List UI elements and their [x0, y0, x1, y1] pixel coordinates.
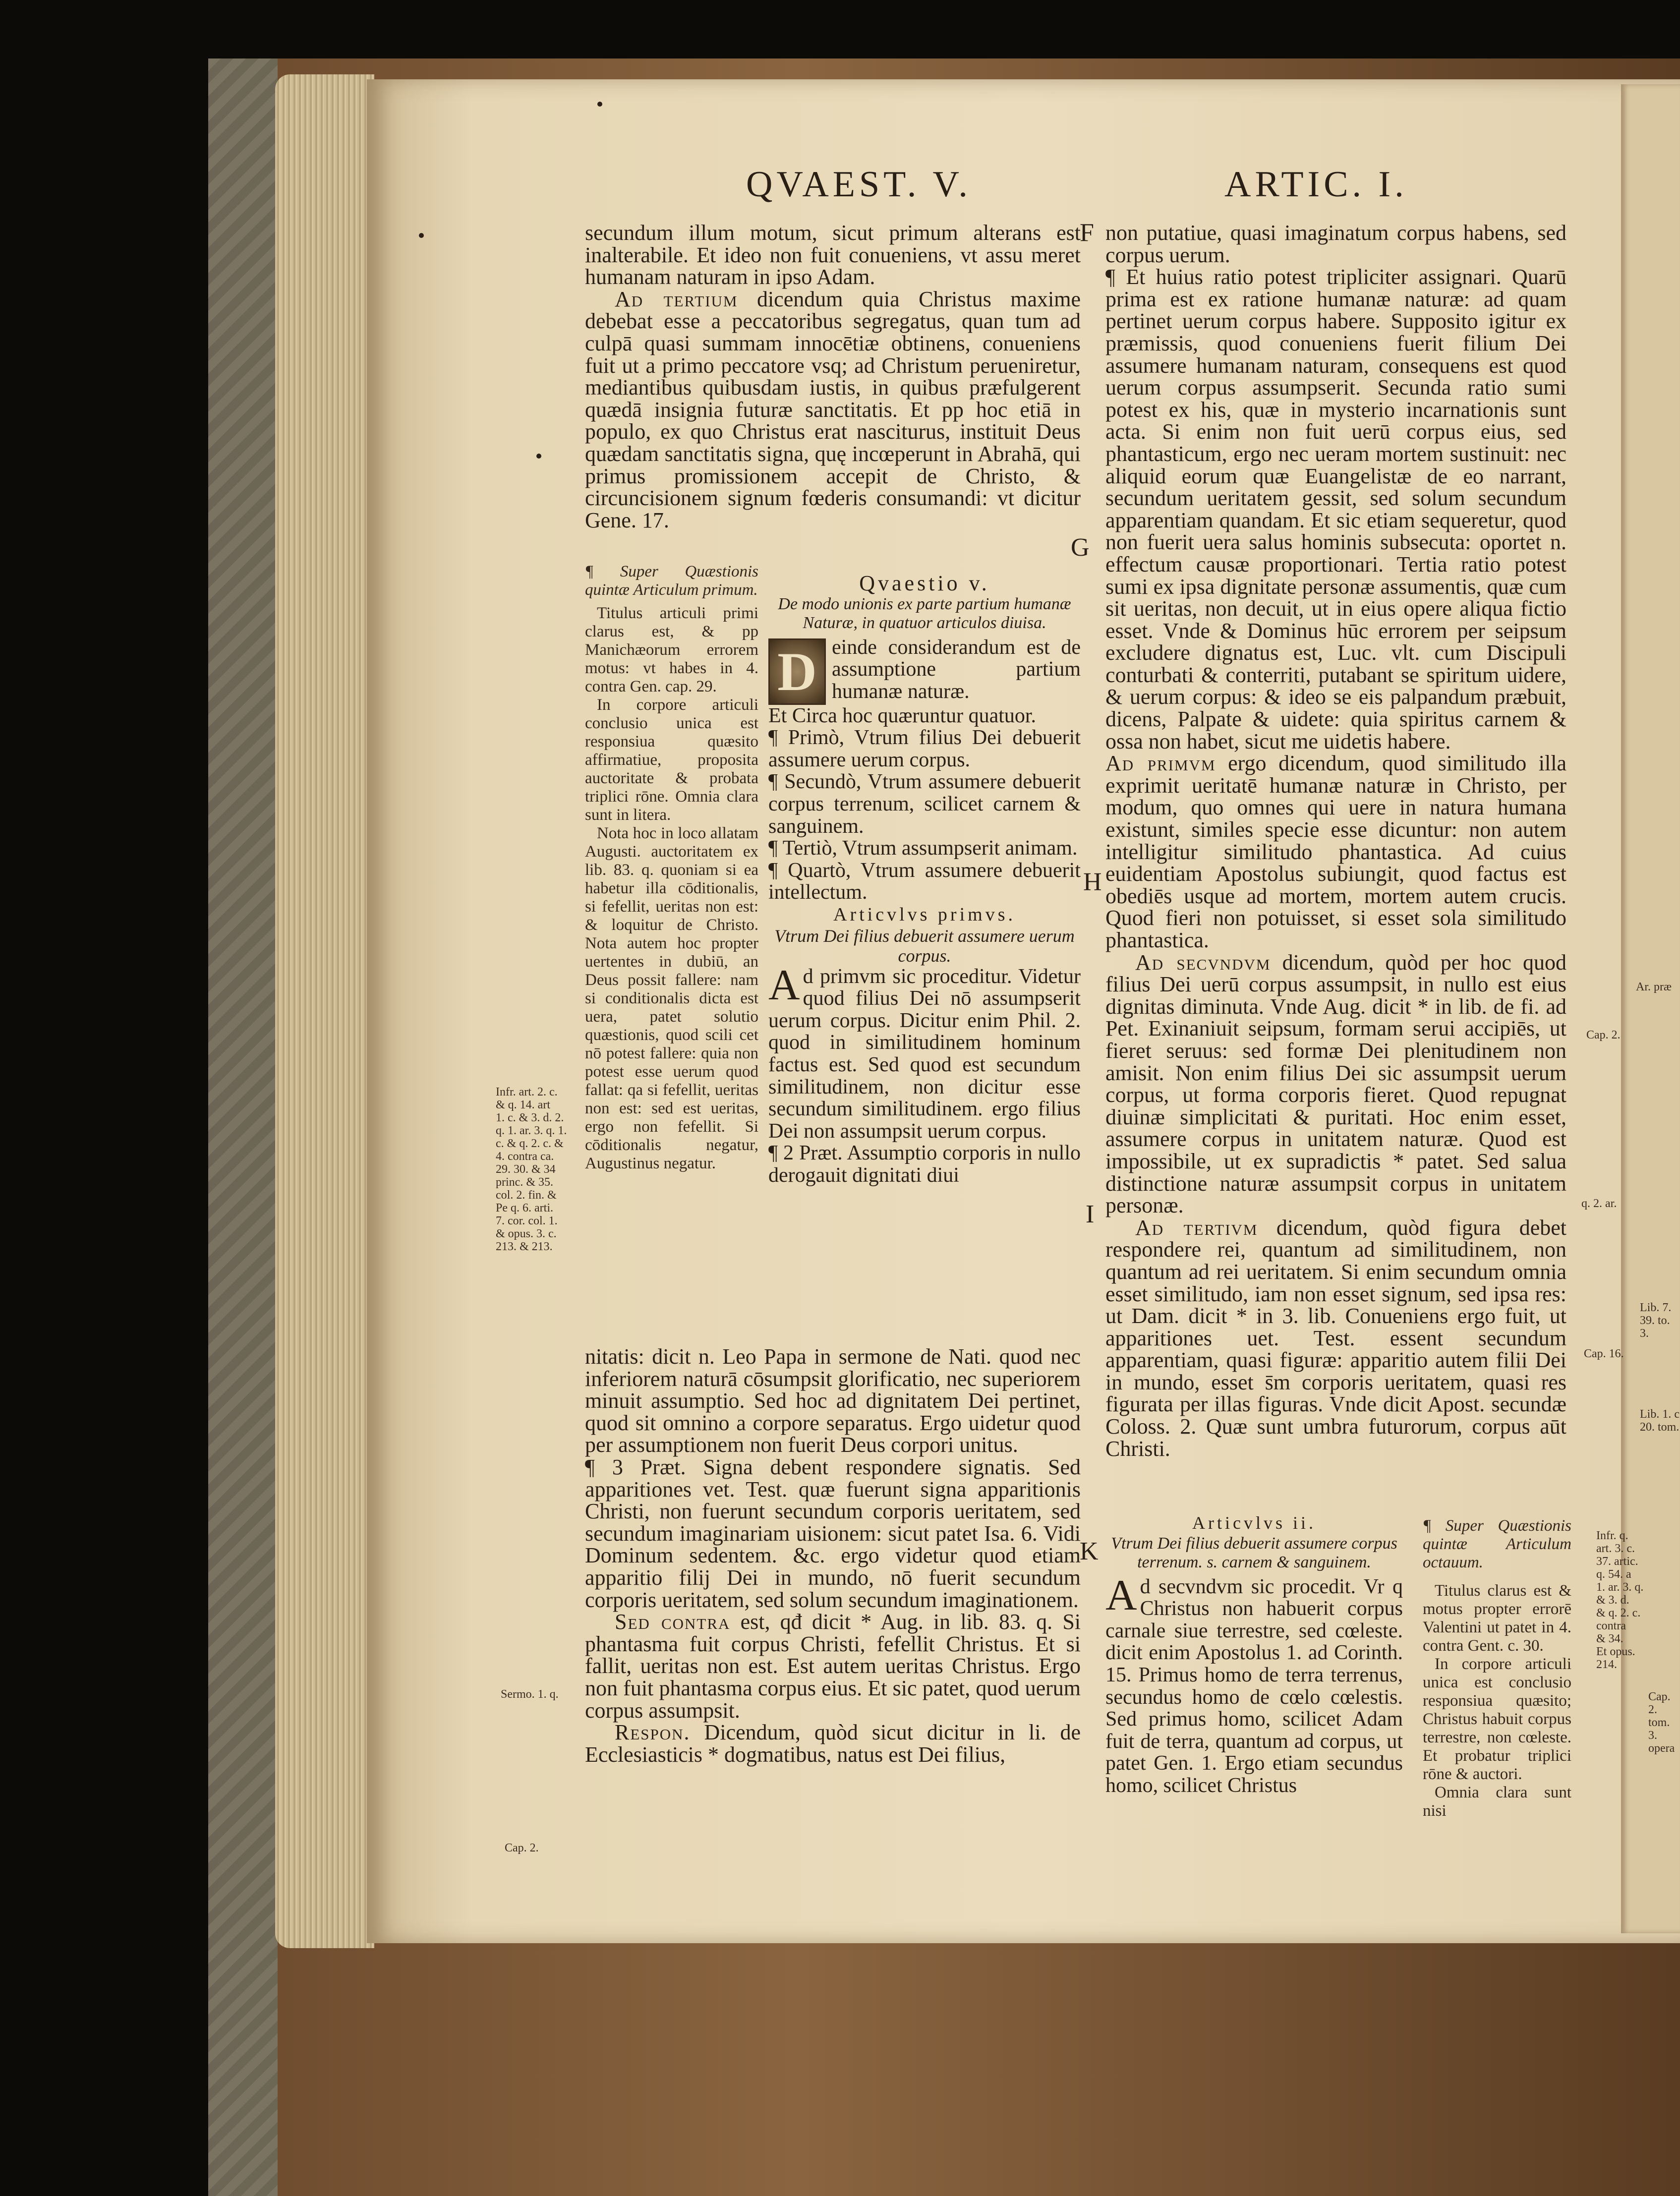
- paragraph-lead: Respon.: [615, 1720, 691, 1745]
- paragraph: [1105, 752, 1566, 951]
- quaestio-subtitle: De modo unionis ex parte partium humanæ Naturæ, in quatuor articulos diuisa.: [778, 594, 1071, 632]
- paragraph-body: Dicendum, quòd sicut dicitur in li. de Ecclesiasticis * dogmatibus, natus est Dei filius,: [585, 1720, 1081, 1767]
- margin-reference: Infr. art. 2. c. & q. 14. art 1. c. & 3. d. 2. q. 1. ar. 3. q. 1. c. & q. 2. c. & 4. contra ca. 29. 30. & 34 princ. & 35. col. 2. fin. & Pe q. 6. arti. 7. cor. col. 1. & opus. 3. c. 213. & 213.: [496, 1086, 567, 1253]
- article-1-body: [768, 961, 1081, 1143]
- ink-speck: [536, 454, 541, 459]
- commentary-note-2: [1423, 1517, 1571, 1820]
- running-head-right: ARTIC. I.: [1224, 164, 1408, 205]
- paragraph: ¶ 3 Præt. Signa debent respondere signatis. Sed apparitiones vet. Test. quæ fuerunt signa apparitionis Christi, non fuerunt secundum corporis ueritatem, sed secundum imaginariam uisionem: sicut patet Isa. 6. Vidi Dominum sedentem. &c. ergo videtur quod etiam apparitio filij Dei in mundo, nō fuerit secundum corporis ueritatem, sed solum secundum imaginationem.: [585, 1454, 1081, 1612]
- section-letter: I: [1086, 1200, 1095, 1228]
- margin-reference: Infr. q. art. 3. c. 37. artic. q. 54. a 1. ar. 3. q. & 3. d. & q. 2. c. contra & 34. Et opus. 214.: [1596, 1529, 1644, 1671]
- paragraph-body: dicendum quia Christus maxime debebat esse a peccatoribus segregatus, quan tum ad culpā quasi summam innocētiæ obtinens, conueniens fuit ut a primo peccatore vsq; ad Christum perueniretur, mediantibus quibusdam iustis, in quibus præfulgerent quædā insignia futuræ sanctitatis. Et pp hoc etiā in populo, ex quo Christus erat nasciturus, instituit Deus quædam sanctitatis signa, quę incœperunt in Abrahā, qui primus promissionem accepit de Christo, & circuncisionem signum fœderis consumandi: vt dicitur Gene. 17.: [585, 287, 1081, 532]
- quaestio-item: ¶ Primò, Vtrum filius Dei debuerit assumere uerum corpus.: [768, 726, 1081, 771]
- article-2-subtitle: Vtrum Dei filius debuerit assumere corpus terrenum. s. carnem & sanguinem.: [1111, 1534, 1397, 1571]
- note-body: Titulus articuli primi clarus est, & pp Manichæorum errorem motus: vt habes in 4. contra Gen. cap. 29.: [585, 604, 758, 695]
- note-title: ¶ Super Quæstionis quintæ Articulum octauum.: [1423, 1517, 1571, 1571]
- paragraph: ¶ 2 Præt. Assumptio corporis in nullo derogauit dignitati diui: [768, 1142, 1081, 1187]
- quaestio-item: ¶ Tertiò, Vtrum assumpserit animam.: [768, 837, 1078, 860]
- running-head-left: QVAEST. V.: [746, 164, 972, 205]
- dropcap-d: D: [768, 638, 826, 705]
- left-column-top: [585, 222, 1081, 531]
- paragraph: [1105, 952, 1566, 1217]
- section-letter: H: [1083, 868, 1102, 896]
- section-letter: F: [1080, 219, 1094, 247]
- note-body: Nota hoc in loco allatam Augusti. auctoritatem ex lib. 83. q. quoniam si ea habetur illa cōditionalis, si fefellit, ueritas non est: & loquitur de Christo. Nota autem hoc propter uertentes in dubiū, an Deus possit fallere: nam si conditionalis dicta est uera, patet solutio quæstionis, quod scili cet nō potest fallere: quia non potest esse uerum quod fallat: qa si fefellit, ueritas non est: sed est ueritas, ergo non fefellit. Si cōditionalis negatur, Augustinus negatur.: [585, 824, 758, 1172]
- quaestio-item: ¶ Quartò, Vtrum assumere debuerit intellectum.: [768, 859, 1081, 904]
- margin-reference: Sermo. 1. q.: [501, 1688, 559, 1701]
- note-body: Omnia clara sunt nisi: [1423, 1784, 1571, 1820]
- commentary-note-1: [585, 563, 758, 1173]
- paragraph-body: dicendum, quòd per hoc quod filius Dei uerū corpus assumpsit, in nullo est eius dignitas diminuta. Vnde Aug. dicit * in lib. de fi. ad Pet. Exinaniuit seipsum, formam serui accipiēs, ut fieret seruus: sed formæ Dei plenitudinem non amisit. Non enim filius Dei sic assumpsit uerum corpus, ut forma corporis fieret. Quod repugnat diuinæ simplicitati & puritati. Hoc enim esset, assumere corpus in unitatem naturæ. Quod est impossibile, ut ex supradictis * patet. Sed salua distinctione naturæ assumpsit corpus in unitatem personæ.: [1105, 950, 1566, 1218]
- article-2-body: [1105, 1571, 1403, 1797]
- page-edges: [275, 74, 374, 1948]
- quaestio-item: ¶ Secundò, Vtrum assumere debuerit corpus terrenum, scilicet carnem & sanguinem.: [768, 770, 1081, 838]
- paragraph-lead: Ad secvndvm: [1135, 950, 1271, 975]
- paragraph: [1105, 1217, 1566, 1460]
- note-title: ¶ Super Quæstionis quintæ Articulum primum.: [585, 563, 758, 599]
- quaestio-section: [768, 573, 1081, 1186]
- ink-speck: [597, 102, 602, 107]
- margin-reference: Cap. 2.: [1586, 1029, 1621, 1041]
- margin-reference: Cap. 2.: [505, 1842, 539, 1854]
- article-2-text: d secvndvm sic procedit. Vr q Christus non habuerit corpus carnale siue terrestre, sed cœleste. dicit enim Apostolus 1. ad Corinth. 15. Primus homo de terra terrenus, secundus homo de cœlo cœlestis. Sed primus homo, scilicet Adam fuit de terra, quantum ad corpus, ut patet Gen. 1. Ergo etiam secundus homo, scilicet Christus: [1105, 1575, 1403, 1797]
- margin-reference: Cap. 16.: [1584, 1347, 1624, 1360]
- paragraph: ¶ Et huius ratio potest tripliciter assignari. Quarū prima est ex ratione humanæ naturæ: ad quam pertinet uerum corpus habere. Supposito igitur ex præmissis, quod conueniens fuerit filium Dei assumere humanam naturam, consequens est quod uerum corpus assumpserit. Secunda ratio sumi potest ex his, quæ in mysterio incarnationis sunt acta. Si enim non fuit uerū corpus eius, sed phantasticum, ergo nec ueram mortem sustinuit: nec aliquid eorum quæ Euangelistæ de eo narrant, secundum ueritatem gessit, sed solum secundum apparentiam quandam. Et sic etiam sequeretur, quod non fuerit uera salus hominis subsecuta: oportet n. effectum causæ proportionari. Tertia ratio potest sumi ex ipsa dignitate personæ assumentis, quæ cum sit ueritas, non decuit, ut in eius opere aliqua fictio esset. Vnde & Dominus hūc errorem per seipsum excludere dignatus est, Luc. vlt. cum Discipuli conturbati & conterriti, putabant se spiritum uidere, & uerum corpus: & ideo se eis palpandum præbuit, dicens, Palpate & uidete: quia spiritus carnem & ossa non habet, sicut me uidetis habere.: [1105, 265, 1566, 753]
- section-letter: K: [1080, 1537, 1099, 1565]
- left-column-bottom: [585, 1346, 1081, 1766]
- paragraph: [585, 289, 1081, 532]
- quaestio-intro-text: einde considerandum est de assumptione partium humanæ naturæ.: [832, 636, 1081, 703]
- paragraph: nitatis: dicit n. Leo Papa in sermone de Nati. quod nec inferiorem naturā cōsumpsit glorificatio, nec superiorem minuit assumptio. Sed hoc ad dignitatem Dei pertinet, quod sit omnino a corpore separatus. Ergo uidetur quod per assumptionem non fuerit Deus corpori unitus.: [585, 1344, 1081, 1457]
- paragraph-body: dicendum, quòd figura debet respondere rei, quantum ad similitudinem, non quantum ad rei ueritatem. Si enim secundum omnia esset similitudo, iam non esset signum, sed ipsa res: ut Dam. dicit * in 3. lib. Conueniens ergo fuit, ut apparitiones uet. Test. essent secundum apparentiam, quasi figuræ: apparitio autem filii Dei in mundo, esset s̄m corporis ueritatem, quasi res figurata per illas figuras. Vnde dicit Apost. secundæ Coloss. 2. Quæ sunt umbra futurorum, corpus aūt Christi.: [1105, 1215, 1566, 1461]
- quaestio-intro: [768, 636, 1081, 703]
- article-2-heading: Articvlvs ii.: [1192, 1513, 1316, 1533]
- margin-reference: Ar. præ: [1636, 981, 1672, 993]
- paragraph: [585, 1611, 1081, 1722]
- paragraph-lead: Ad tertium: [615, 287, 738, 311]
- margin-reference: q. 2. ar.: [1581, 1197, 1617, 1210]
- paragraph-lead: Ad tertivm: [1135, 1215, 1258, 1240]
- right-column: [1105, 222, 1566, 1460]
- book-spine-cloth: [208, 58, 278, 2196]
- paragraph-lead: Sed contra: [615, 1610, 731, 1634]
- article-1-heading: Articvlvs primvs.: [833, 904, 1016, 925]
- paragraph: Et Circa hoc quæruntur quatuor.: [768, 704, 1037, 727]
- margin-reference: Cap. 2. tom. 3. opera: [1648, 1690, 1675, 1755]
- paragraph-body: est, qđ dicit * Aug. in lib. 83. q. Si phantasma fuit corpus Christi, fefellit Christus. Et si fallit, ueritas non est. Est autem ueritas Christus. Ergo non fuit phantasma corpus eius. Et sic patet, quod uerum corpus assumpsit.: [585, 1610, 1081, 1723]
- margin-reference: Lib. 1. c 20. tom.: [1640, 1408, 1680, 1434]
- paragraph-lead: Ad primvm: [1105, 751, 1216, 776]
- note-body: In corpore articuli unica est conclusio responsiua quæsito; Christus habuit corpus terrestre, non cœleste. Et probatur triplici rōne & auctori.: [1423, 1655, 1571, 1783]
- note-body: In corpore articuli conclusio unica est responsiua quæsito affirmatiue, proposita auctoritate & probata triplici rōne. Omnia clara sunt in litera.: [585, 696, 758, 824]
- article-1-text: d primvm sic proceditur. Videtur quod filius Dei nō assumpserit uerum corpus. Dicitur enim Phil. 2. quod in similitudinem hominum factus est. Sed quod est secundum similitudinem, non dicitur esse secundum similitudinem. ergo filius Dei non assumpsit uerum corpus.: [768, 965, 1081, 1143]
- section-letter: G: [1071, 533, 1090, 562]
- paragraph: [585, 1722, 1081, 1766]
- margin-reference: Lib. 7. 39. to. 3.: [1640, 1301, 1672, 1340]
- paragraph: non putatiue, quasi imaginatum corpus habens, sed corpus uerum.: [1105, 221, 1566, 267]
- quaestio-title: Qvaestio v.: [859, 571, 990, 595]
- article-1-subtitle: Vtrum Dei filius debuerit assumere uerum corpus.: [774, 925, 1075, 966]
- article-2-section: [1105, 1512, 1403, 1797]
- paragraph: secundum illum motum, sicut primum alterans est inalterabile. Et ideo non fuit conueniens, vt assu meret humanam naturam in ipso Adam.: [585, 221, 1081, 289]
- article-2-cap: A: [1105, 1571, 1137, 1619]
- paragraph-body: ergo dicendum, quod similitudo illa exprimit ueritatē humanæ naturæ in Christo, per modum, quo omnes qui uere in natura humana existunt, similes specie esse dicuntur: non autem intelligitur similitudo phantastica. Ad cuius euidentiam Apostolus subiungit, quod factus est obediēs usque ad mortem, mortem autem crucis. Quod fieri non potuisset, si esset sola similitudo phantastica.: [1105, 751, 1567, 952]
- article-1-cap: A: [768, 961, 800, 1009]
- ink-speck: [419, 233, 424, 238]
- note-body: Titulus clarus est & motus propter errorē Valentini ut patet in 4. contra Gent. c. 30.: [1423, 1582, 1571, 1655]
